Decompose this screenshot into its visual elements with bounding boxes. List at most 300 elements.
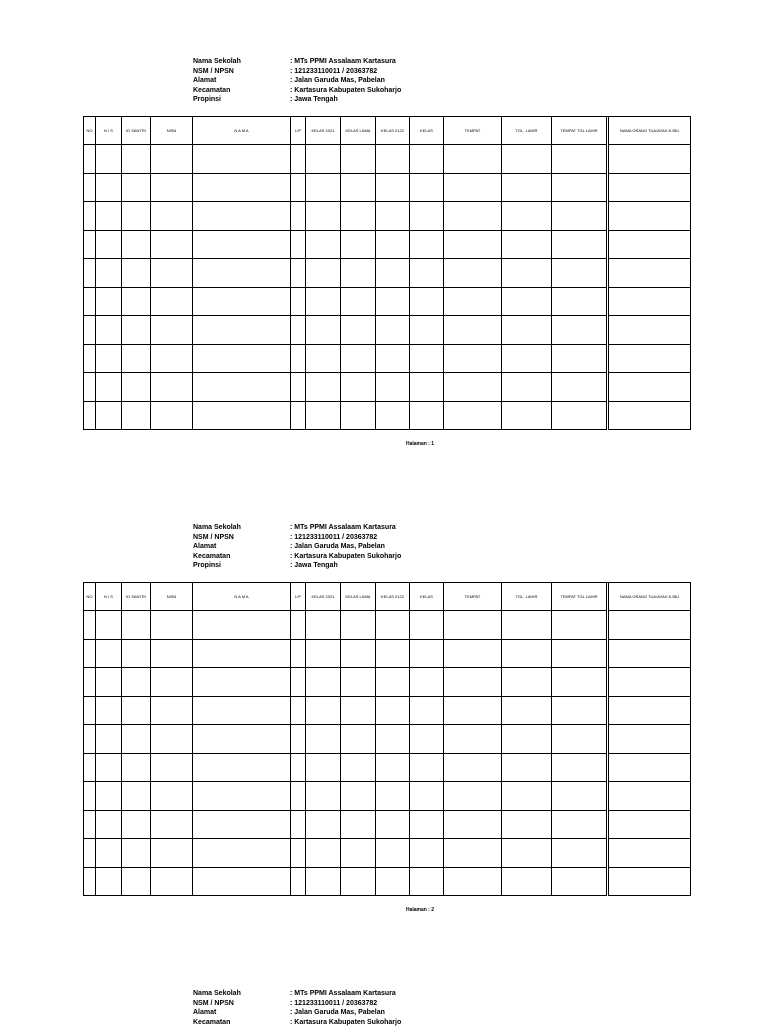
info-label: Nama Sekolah bbox=[193, 524, 241, 531]
table-cell bbox=[193, 810, 291, 839]
table-cell bbox=[306, 259, 341, 288]
info-row-district bbox=[193, 86, 401, 96]
table-cell bbox=[291, 867, 306, 896]
table-cell bbox=[410, 839, 444, 868]
table-cell bbox=[96, 373, 122, 402]
table-cell bbox=[502, 611, 552, 640]
table-cell bbox=[151, 316, 193, 345]
table-cell bbox=[193, 639, 291, 668]
table-cell bbox=[84, 259, 96, 288]
table-cell bbox=[444, 230, 502, 259]
table-cell bbox=[376, 287, 410, 316]
table-cell bbox=[502, 316, 552, 345]
table-cell bbox=[151, 839, 193, 868]
table-cell bbox=[410, 287, 444, 316]
table-cell bbox=[552, 867, 607, 896]
table-cell bbox=[444, 173, 502, 202]
table-cell bbox=[376, 839, 410, 868]
table-cell bbox=[84, 810, 96, 839]
table-header bbox=[84, 583, 691, 611]
table-cell bbox=[341, 344, 376, 373]
table-cell bbox=[96, 639, 122, 668]
info-label: NSM / NPSN bbox=[193, 67, 234, 75]
table-cell bbox=[96, 145, 122, 174]
table-cell bbox=[122, 753, 151, 782]
table-cell bbox=[376, 230, 410, 259]
table-cell bbox=[341, 373, 376, 402]
table-row bbox=[84, 173, 691, 202]
table-cell bbox=[502, 145, 552, 174]
table-cell bbox=[306, 753, 341, 782]
info-label: Propinsi bbox=[193, 562, 222, 570]
table-cell bbox=[151, 611, 193, 640]
table-cell bbox=[341, 202, 376, 231]
table-cell bbox=[502, 639, 552, 668]
table-cell bbox=[444, 287, 502, 316]
table-cell bbox=[502, 753, 552, 782]
table-cell bbox=[193, 287, 291, 316]
info-value: : 121233110011 / 20363782 bbox=[290, 999, 378, 1007]
table-cell bbox=[306, 401, 341, 430]
table-cell bbox=[552, 373, 607, 402]
info-value: : Jawa Tengah bbox=[290, 96, 338, 104]
table-cell bbox=[193, 839, 291, 868]
table-cell bbox=[410, 259, 444, 288]
table-cell bbox=[609, 230, 691, 259]
table-cell bbox=[306, 344, 341, 373]
column-header: N A M A bbox=[193, 583, 291, 611]
table-cell bbox=[552, 287, 607, 316]
table-cell bbox=[306, 173, 341, 202]
table-cell bbox=[122, 611, 151, 640]
table-cell bbox=[122, 230, 151, 259]
table-cell bbox=[552, 611, 607, 640]
table-cell bbox=[341, 753, 376, 782]
table-cell bbox=[444, 373, 502, 402]
table-cell bbox=[193, 725, 291, 754]
table-cell bbox=[410, 753, 444, 782]
table-cell bbox=[341, 230, 376, 259]
table-cell bbox=[609, 173, 691, 202]
info-label: Alamat bbox=[193, 1009, 217, 1017]
table-cell bbox=[444, 401, 502, 430]
table-cell bbox=[502, 344, 552, 373]
info-value: : Jalan Garuda Mas, Pabelan bbox=[290, 1009, 385, 1017]
table-cell bbox=[151, 373, 193, 402]
table-cell bbox=[609, 202, 691, 231]
table-cell bbox=[122, 145, 151, 174]
table-cell bbox=[376, 639, 410, 668]
table-cell bbox=[193, 344, 291, 373]
table-cell bbox=[291, 611, 306, 640]
table-cell bbox=[444, 344, 502, 373]
table-cell bbox=[376, 344, 410, 373]
table-cell bbox=[306, 611, 341, 640]
info-value: : Kartasura Kabupaten Sukoharjo bbox=[290, 552, 402, 560]
info-label: NSM / NPSN bbox=[193, 999, 234, 1007]
column-header: TGL. LAHIR bbox=[502, 117, 552, 145]
table-cell bbox=[341, 287, 376, 316]
table-cell bbox=[444, 725, 502, 754]
column-header: KELAS 2122 bbox=[376, 117, 410, 145]
table-cell bbox=[444, 145, 502, 174]
info-value: : Kartasura Kabupaten Sukoharjo bbox=[290, 1018, 402, 1026]
table-cell bbox=[410, 810, 444, 839]
table-cell bbox=[84, 867, 96, 896]
table-cell bbox=[84, 639, 96, 668]
table-cell bbox=[341, 611, 376, 640]
table-cell bbox=[84, 173, 96, 202]
table-cell bbox=[84, 202, 96, 231]
column-header: N A M A bbox=[193, 117, 291, 145]
column-header: TEMPAT TGL LAHIR bbox=[552, 583, 607, 611]
column-header: TGL. LAHIR bbox=[502, 583, 552, 611]
table-cell bbox=[151, 287, 193, 316]
table-cell bbox=[291, 287, 306, 316]
table-cell bbox=[376, 867, 410, 896]
table-cell bbox=[151, 639, 193, 668]
table-cell bbox=[609, 839, 691, 868]
table-cell bbox=[151, 173, 193, 202]
table-cell bbox=[341, 668, 376, 697]
table-cell bbox=[502, 173, 552, 202]
table-cell bbox=[502, 782, 552, 811]
table-cell bbox=[122, 839, 151, 868]
table-header bbox=[84, 117, 691, 145]
table-cell bbox=[193, 316, 291, 345]
table-cell bbox=[552, 344, 607, 373]
table-cell bbox=[84, 839, 96, 868]
table-cell bbox=[609, 611, 691, 640]
table-cell bbox=[444, 753, 502, 782]
table-cell bbox=[410, 145, 444, 174]
table-cell bbox=[306, 810, 341, 839]
table-cell bbox=[122, 373, 151, 402]
info-label: Nama Sekolah bbox=[193, 58, 241, 65]
table-cell bbox=[96, 867, 122, 896]
table-cell bbox=[151, 259, 193, 288]
info-value: : Kartasura Kabupaten Sukoharjo bbox=[290, 86, 402, 94]
table-cell bbox=[341, 173, 376, 202]
table-cell bbox=[193, 401, 291, 430]
table-cell bbox=[122, 782, 151, 811]
info-label: Alamat bbox=[193, 543, 217, 551]
school-info-block bbox=[193, 989, 401, 1027]
table-cell bbox=[410, 344, 444, 373]
table-cell bbox=[376, 753, 410, 782]
header-row bbox=[84, 117, 691, 145]
table-row bbox=[84, 839, 691, 868]
table-cell bbox=[410, 316, 444, 345]
table-cell bbox=[502, 668, 552, 697]
table-cell bbox=[502, 810, 552, 839]
table-cell bbox=[291, 373, 306, 402]
table-cell bbox=[609, 344, 691, 373]
info-row-province bbox=[193, 95, 401, 105]
table-cell bbox=[193, 230, 291, 259]
table-cell bbox=[609, 287, 691, 316]
table-cell bbox=[96, 668, 122, 697]
info-row-address bbox=[193, 76, 401, 86]
info-label: Kecamatan bbox=[193, 552, 231, 560]
table-cell bbox=[151, 202, 193, 231]
table-cell bbox=[306, 373, 341, 402]
table-cell bbox=[410, 696, 444, 725]
table-cell bbox=[151, 810, 193, 839]
table-cell bbox=[306, 725, 341, 754]
info-row-address bbox=[193, 1008, 401, 1018]
info-value: : Jalan Garuda Mas, Pabelan bbox=[290, 543, 385, 551]
column-header: KELAS bbox=[410, 583, 444, 611]
table-cell bbox=[376, 202, 410, 231]
table-row bbox=[84, 725, 691, 754]
table-cell bbox=[151, 867, 193, 896]
table-cell bbox=[122, 867, 151, 896]
table-cell bbox=[444, 839, 502, 868]
table-cell bbox=[193, 173, 291, 202]
table-cell bbox=[193, 753, 291, 782]
table-cell bbox=[291, 259, 306, 288]
info-label: Kecamatan bbox=[193, 86, 231, 94]
table-cell bbox=[502, 287, 552, 316]
table-cell bbox=[122, 287, 151, 316]
column-header: KELAS 2021 bbox=[306, 117, 341, 145]
table-cell bbox=[502, 696, 552, 725]
table-cell bbox=[410, 202, 444, 231]
table-cell bbox=[609, 373, 691, 402]
table-cell bbox=[84, 611, 96, 640]
column-header: KELAS 2122 bbox=[376, 583, 410, 611]
info-label: Alamat bbox=[193, 77, 217, 85]
table-cell bbox=[376, 373, 410, 402]
table-cell bbox=[84, 753, 96, 782]
table-cell bbox=[193, 782, 291, 811]
table-cell bbox=[341, 639, 376, 668]
column-header: NISN bbox=[151, 117, 193, 145]
table-cell bbox=[410, 725, 444, 754]
table-cell bbox=[376, 401, 410, 430]
table-cell bbox=[151, 668, 193, 697]
table-cell bbox=[341, 782, 376, 811]
column-header: NO bbox=[84, 583, 96, 611]
table-cell bbox=[410, 401, 444, 430]
table-cell bbox=[502, 839, 552, 868]
info-row-district bbox=[193, 552, 401, 562]
table-cell bbox=[291, 839, 306, 868]
school-info-block bbox=[193, 57, 401, 105]
table-cell bbox=[444, 696, 502, 725]
table-cell bbox=[444, 668, 502, 697]
table-cell bbox=[552, 810, 607, 839]
table-cell bbox=[341, 145, 376, 174]
info-label: NSM / NPSN bbox=[193, 533, 234, 541]
student-table bbox=[83, 116, 691, 430]
table-cell bbox=[291, 639, 306, 668]
table-cell bbox=[306, 839, 341, 868]
table-cell bbox=[96, 611, 122, 640]
column-header: TEMPAT bbox=[444, 117, 502, 145]
table-cell bbox=[291, 668, 306, 697]
student-table bbox=[83, 582, 691, 896]
table-cell bbox=[341, 316, 376, 345]
info-label: Nama Sekolah bbox=[193, 990, 241, 997]
info-row-nsm bbox=[193, 67, 401, 77]
table-cell bbox=[410, 230, 444, 259]
table-cell bbox=[552, 401, 607, 430]
table-cell bbox=[609, 753, 691, 782]
table-cell bbox=[84, 287, 96, 316]
table-row bbox=[84, 611, 691, 640]
table-cell bbox=[96, 839, 122, 868]
table-cell bbox=[341, 810, 376, 839]
table-cell bbox=[291, 401, 306, 430]
table-cell bbox=[552, 316, 607, 345]
table-cell bbox=[376, 696, 410, 725]
table-cell bbox=[444, 611, 502, 640]
table-cell bbox=[306, 287, 341, 316]
column-header: L/P bbox=[291, 583, 306, 611]
info-value: : Jalan Garuda Mas, Pabelan bbox=[290, 77, 385, 85]
table-cell bbox=[122, 725, 151, 754]
table-cell bbox=[96, 259, 122, 288]
table-cell bbox=[376, 259, 410, 288]
info-row-school-name bbox=[193, 989, 401, 999]
table-cell bbox=[306, 782, 341, 811]
table-row bbox=[84, 202, 691, 231]
column-header: TEMPAT TGL LAHIR bbox=[552, 117, 607, 145]
table-cell bbox=[376, 145, 410, 174]
table-cell bbox=[502, 259, 552, 288]
table-cell bbox=[84, 696, 96, 725]
column-header: KELAS 2021 bbox=[306, 583, 341, 611]
info-row-nsm bbox=[193, 999, 401, 1009]
column-header: TEMPAT bbox=[444, 583, 502, 611]
table-cell bbox=[193, 696, 291, 725]
table-cell bbox=[291, 230, 306, 259]
table-cell bbox=[502, 725, 552, 754]
table-cell bbox=[502, 373, 552, 402]
table-cell bbox=[291, 202, 306, 231]
table-row bbox=[84, 668, 691, 697]
table-cell bbox=[306, 145, 341, 174]
column-header: ID SANTRI bbox=[122, 583, 151, 611]
table-cell bbox=[193, 373, 291, 402]
table-cell bbox=[151, 230, 193, 259]
table-cell bbox=[151, 696, 193, 725]
table-cell bbox=[609, 259, 691, 288]
table-cell bbox=[341, 725, 376, 754]
page-number: Halaman : 2 bbox=[405, 907, 435, 913]
table-cell bbox=[444, 810, 502, 839]
info-row-district bbox=[193, 1018, 401, 1027]
table-cell bbox=[502, 230, 552, 259]
info-value: : 121233110011 / 20363782 bbox=[290, 67, 378, 75]
table-row bbox=[84, 696, 691, 725]
table-row bbox=[84, 259, 691, 288]
table-cell bbox=[341, 401, 376, 430]
table-cell bbox=[306, 230, 341, 259]
table-body bbox=[84, 145, 691, 430]
table-cell bbox=[122, 810, 151, 839]
table-row bbox=[84, 145, 691, 174]
table-cell bbox=[444, 202, 502, 231]
table-cell bbox=[410, 373, 444, 402]
table-cell bbox=[609, 782, 691, 811]
table-cell bbox=[444, 316, 502, 345]
table-cell bbox=[376, 782, 410, 811]
table-cell bbox=[96, 173, 122, 202]
table-cell bbox=[96, 344, 122, 373]
table-cell bbox=[193, 202, 291, 231]
info-value: : MTs PPMI Assalaam Kartasura bbox=[290, 524, 396, 531]
table-cell bbox=[410, 639, 444, 668]
table-cell bbox=[151, 344, 193, 373]
table-cell bbox=[291, 782, 306, 811]
info-row-school-name bbox=[193, 523, 401, 533]
table-cell bbox=[122, 401, 151, 430]
table-row bbox=[84, 753, 691, 782]
table-cell bbox=[410, 867, 444, 896]
table-cell bbox=[291, 810, 306, 839]
table-cell bbox=[609, 401, 691, 430]
table-cell bbox=[122, 344, 151, 373]
table-cell bbox=[609, 725, 691, 754]
table-row bbox=[84, 316, 691, 345]
table-cell bbox=[96, 230, 122, 259]
table-cell bbox=[122, 173, 151, 202]
table-cell bbox=[444, 259, 502, 288]
table-cell bbox=[122, 668, 151, 697]
table-row bbox=[84, 639, 691, 668]
table-cell bbox=[609, 867, 691, 896]
table-cell bbox=[96, 725, 122, 754]
table-cell bbox=[376, 173, 410, 202]
table-cell bbox=[151, 753, 193, 782]
table-cell bbox=[444, 782, 502, 811]
table-cell bbox=[96, 810, 122, 839]
info-label: Propinsi bbox=[193, 96, 222, 104]
table-cell bbox=[84, 668, 96, 697]
page-footer bbox=[0, 441, 768, 447]
table-cell bbox=[376, 810, 410, 839]
info-value: : MTs PPMI Assalaam Kartasura bbox=[290, 990, 396, 997]
table-cell bbox=[609, 639, 691, 668]
table-cell bbox=[291, 173, 306, 202]
table-cell bbox=[151, 782, 193, 811]
column-header: NO bbox=[84, 117, 96, 145]
table-cell bbox=[376, 611, 410, 640]
table-cell bbox=[552, 668, 607, 697]
table-row bbox=[84, 867, 691, 896]
table-row bbox=[84, 401, 691, 430]
table-cell bbox=[193, 867, 291, 896]
table-cell bbox=[609, 696, 691, 725]
table-cell bbox=[410, 668, 444, 697]
table-cell bbox=[502, 867, 552, 896]
info-row-address bbox=[193, 542, 401, 552]
table-row bbox=[84, 782, 691, 811]
table-cell bbox=[376, 668, 410, 697]
table-cell bbox=[193, 145, 291, 174]
column-header: NISN bbox=[151, 583, 193, 611]
table-cell bbox=[84, 373, 96, 402]
table-cell bbox=[410, 611, 444, 640]
column-header: ID SANTRI bbox=[122, 117, 151, 145]
table-cell bbox=[151, 145, 193, 174]
table-cell bbox=[96, 287, 122, 316]
info-row-school-name bbox=[193, 57, 401, 67]
table-row bbox=[84, 810, 691, 839]
